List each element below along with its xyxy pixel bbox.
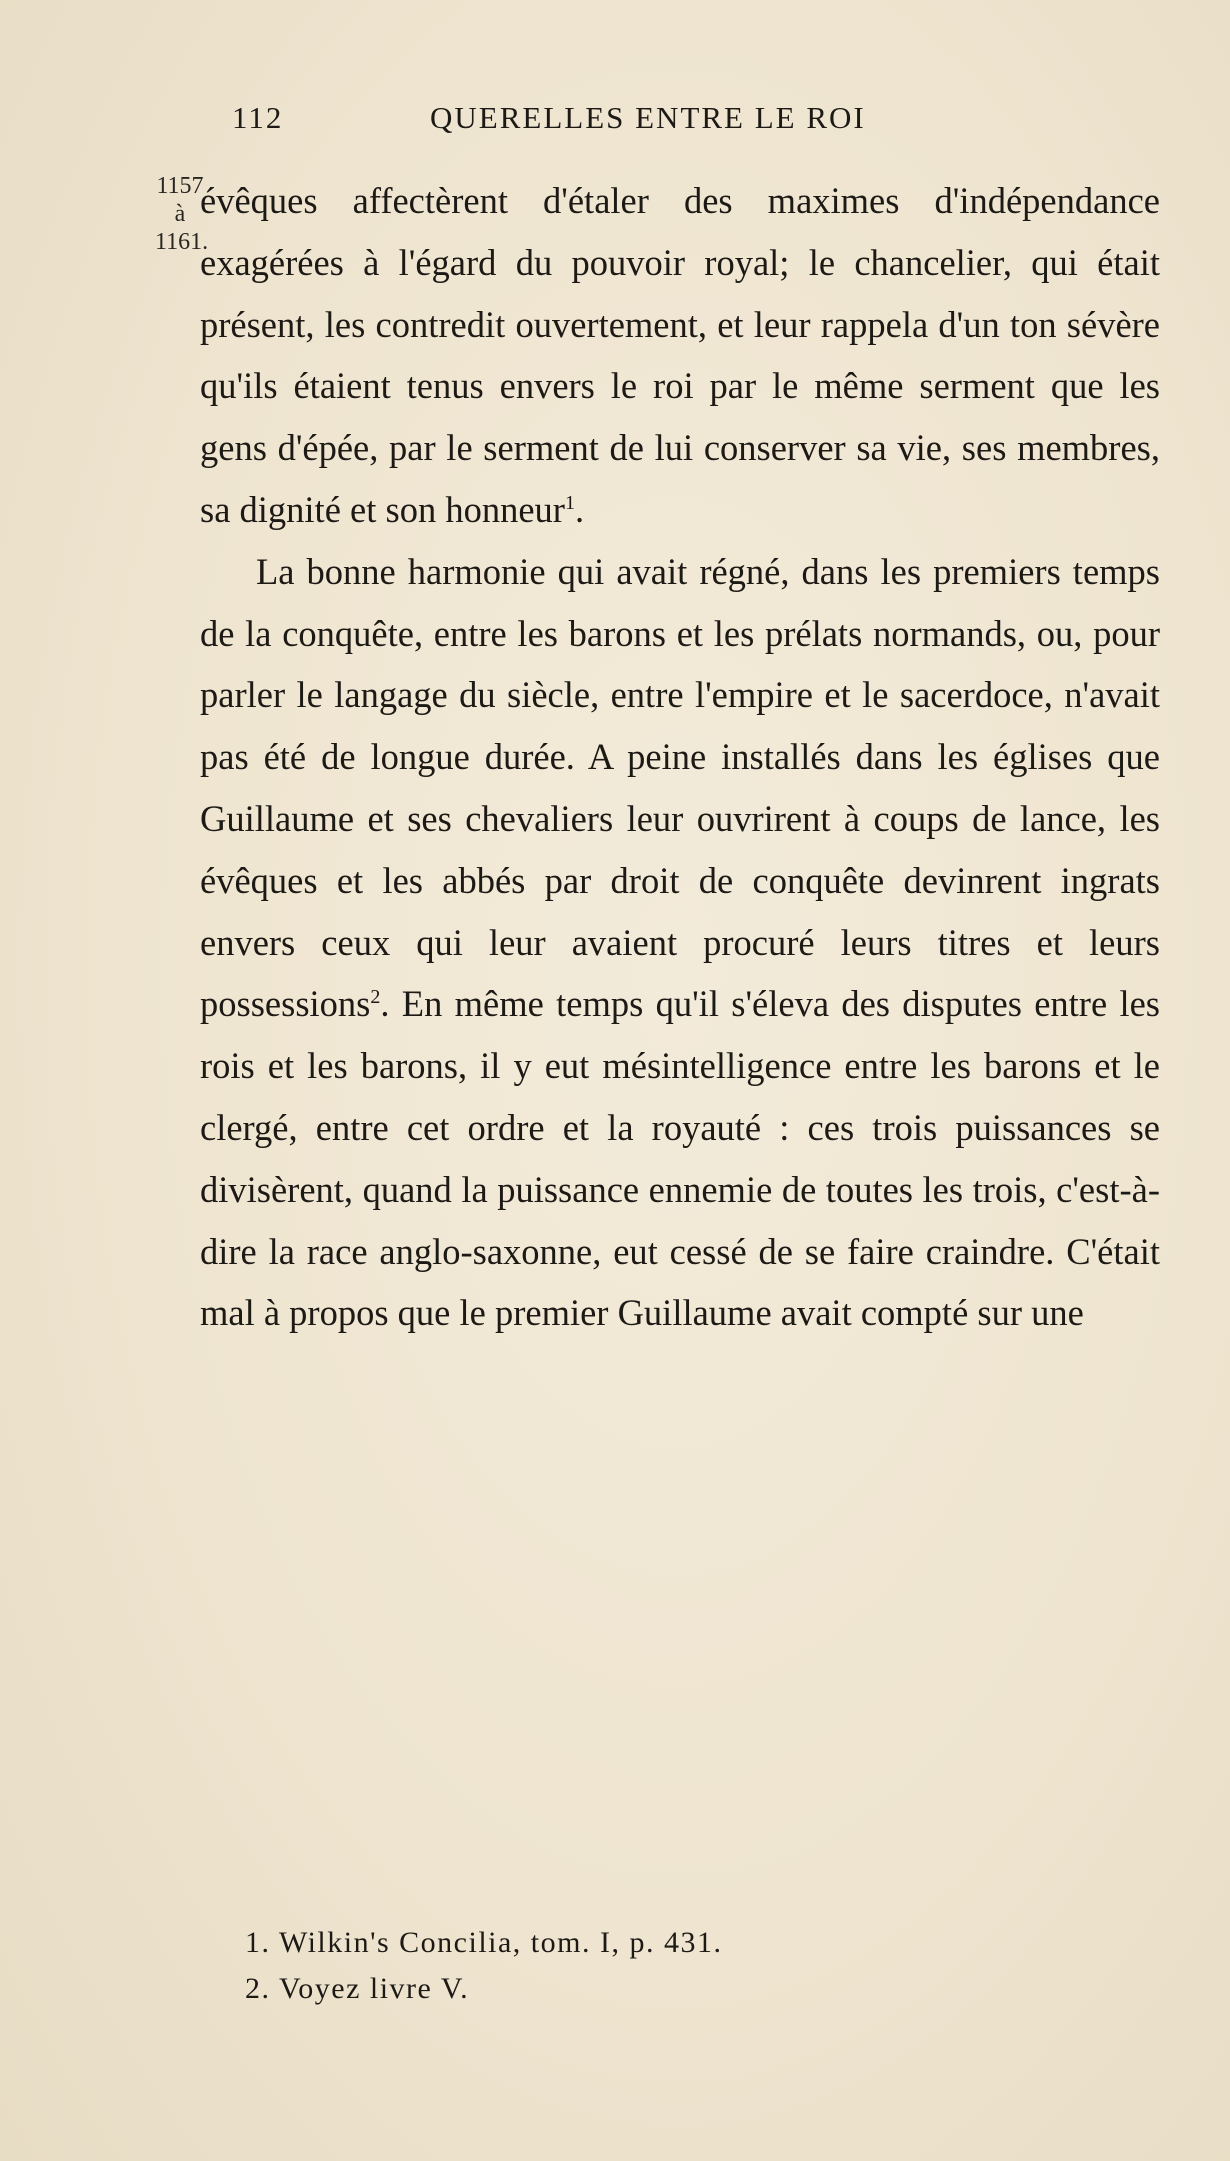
margin-date-note — [155, 172, 209, 256]
paragraph-2-text-b: . En même temps qu'il s'éleva des disputes entre les rois et les barons, il y eut mésintelligence entre les barons et le clergé, entre cet ordre et la royauté : ces trois puissances se divisèrent, quand la puissance ennemie de toutes les trois, c'est-à-dire la race anglo-saxonne, eut cessé de se faire craindre. C'était mal à propos que le premier Guillaume avait compté sur une — [200, 983, 1160, 1334]
page-number: 112 — [232, 100, 284, 135]
footnote-2: 2. Voyez livre V. — [245, 1972, 470, 2005]
footnote-ref-1: 1 — [564, 491, 575, 514]
paragraph-1-text: évêques affectèrent d'étaler des maximes d'indépendance exagérées à l'égard du pouvoir royal; le chancelier, qui était présent, les contredit ouvertement, et leur rappela d'un ton sévère qu'ils étaient tenus envers le roi par le même serment que les gens d'épée, par le serment de lui conserver sa vie, ses membres, sa dignité et son honneur — [200, 180, 1160, 530]
paragraph-2-text-a: La bonne harmonie qui avait régné, dans les premiers temps de la conquête, entre les barons et les prélats normands, ou, pour parler le langage du siècle, entre l'empire et le sacerdoce, n'avait pas été de longue durée. A peine installés dans les églises que Guillaume et ses chevaliers leur ouvrirent à coups de lance, les évêques et les abbés par droit de conquête devinrent ingrats envers ceux qui leur avaient procuré leurs titres et leurs possessions — [200, 550, 1160, 1025]
body-text — [200, 170, 1160, 1344]
paragraph-1-end: . — [574, 488, 585, 530]
running-title: QUERELLES ENTRE LE ROI — [430, 100, 866, 135]
margin-date-to: 1161. — [155, 229, 209, 255]
margin-date-from: 1157 — [156, 173, 204, 199]
margin-date-connector: à — [174, 201, 186, 227]
footnotes — [245, 1920, 1145, 2012]
paragraph-2 — [200, 541, 1160, 1344]
running-head — [200, 100, 960, 140]
footnote-ref-2: 2 — [370, 986, 381, 1009]
footnote-1: 1. Wilkin's Concilia, tom. I, p. 431. — [245, 1926, 723, 1959]
paragraph-1 — [200, 170, 1160, 541]
